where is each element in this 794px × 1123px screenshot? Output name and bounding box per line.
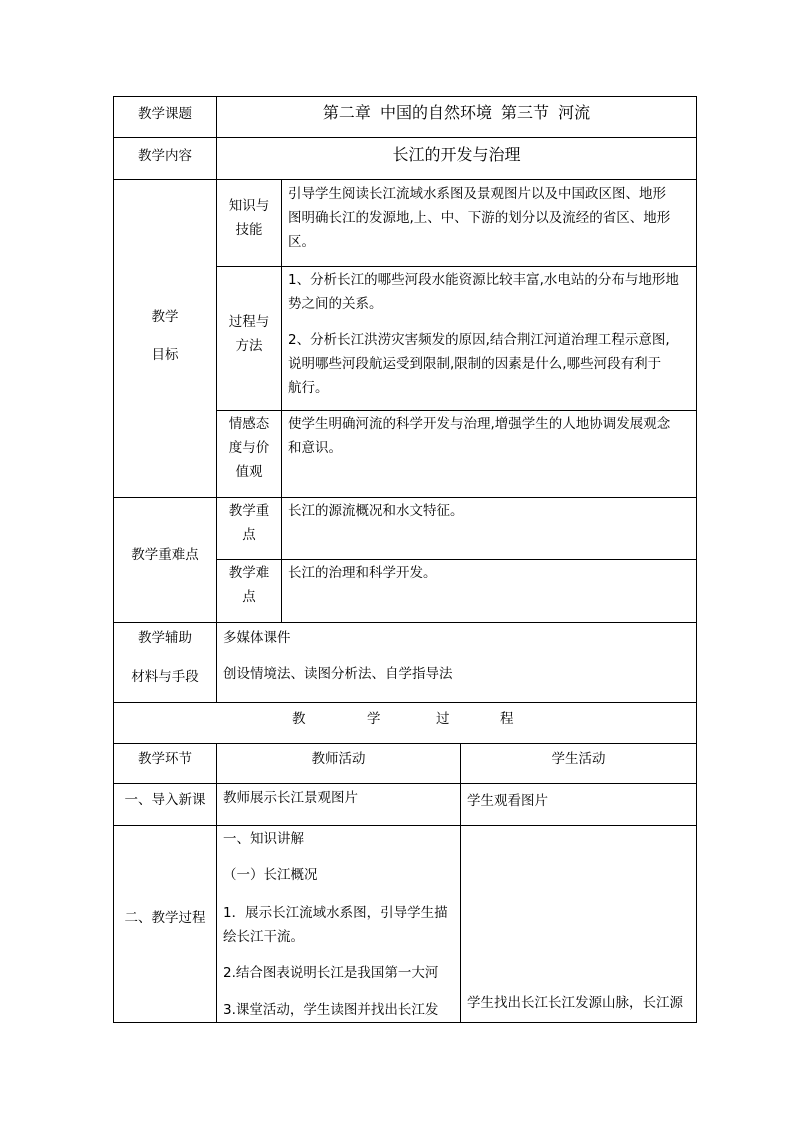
row1-stage: 一、导入新课: [124, 792, 206, 808]
key-text: 长江的源流概况和水文特征。: [288, 503, 464, 519]
knowledge-label-2: 技能: [235, 222, 263, 238]
diff-label-1: 教学难: [228, 565, 270, 581]
row2-teacher-3: 1．展示长江流域水系图，引导学生描: [223, 905, 448, 921]
process-p1-1: 1、分析长江的哪些河段水能资源比较丰富,水电站的分布与地形地: [288, 272, 679, 288]
topic-label: 教学课题: [138, 106, 192, 122]
row2-teacher-4: 绘长江干流。: [223, 929, 304, 945]
knowledge-text-2: 图明确长江的发源地,上、中、下游的划分以及流经的省区、地形: [288, 210, 671, 226]
process-title-char-2: 学: [367, 711, 381, 727]
attitude-text-1: 使学生明确河流的科学开发与治理,增强学生的人地协调发展观念: [288, 416, 671, 432]
aids-label-1: 教学辅助: [138, 630, 192, 646]
aids-label-2: 材料与手段: [131, 669, 199, 685]
objectives-label-line1: 教学: [151, 309, 179, 325]
topic-value: 第二章 中国的自然环境 第三节 河流: [322, 103, 591, 122]
knowledge-text-3: 区。: [288, 234, 315, 250]
diff-label-2: 点: [242, 589, 256, 605]
process-p2-1: 2、分析长江洪涝灾害频发的原因,结合荆江河道治理工程示意图,: [288, 332, 670, 348]
header-student: 学生活动: [551, 751, 606, 767]
row2-teacher-5: 2.结合图表说明长江是我国第一大河: [223, 965, 439, 981]
content-label: 教学内容: [138, 148, 192, 164]
process-title-char-3: 过: [436, 711, 450, 727]
row2-student: 学生找出长江长江发源山脉，长江源: [467, 995, 683, 1011]
row2-teacher-1: 一、知识讲解: [223, 831, 304, 847]
row1-student: 学生观看图片: [467, 793, 548, 809]
process-label-2: 方法: [235, 338, 263, 354]
knowledge-text-1: 引导学生阅读长江流域水系图及景观图片以及中国政区图、地形: [288, 186, 666, 202]
aids-line2: 创设情境法、读图分析法、自学指导法: [223, 666, 453, 682]
process-p2-2: 说明哪些河段航运受到限制,限制的因素是什么,哪些河段有利于: [288, 356, 662, 372]
attitude-text-2: 和意识。: [288, 440, 342, 456]
row2-stage: 二、教学过程: [124, 910, 206, 926]
knowledge-label-1: 知识与: [228, 198, 270, 214]
attitude-label-2: 度与价: [228, 440, 270, 456]
content-value: 长江的开发与治理: [392, 145, 521, 164]
key-label-2: 点: [242, 527, 256, 543]
diff-text: 长江的治理和科学开发。: [288, 565, 437, 581]
process-title-char-1: 教: [292, 711, 306, 727]
process-p2-3: 航行。: [288, 380, 329, 396]
keypoints-label: 教学重难点: [131, 547, 199, 563]
key-label-1: 教学重: [228, 503, 270, 519]
objectives-label-line2: 目标: [151, 347, 179, 363]
header-teacher: 教师活动: [311, 751, 366, 767]
process-p1-2: 势之间的关系。: [288, 296, 383, 312]
attitude-label-1: 情感态: [228, 416, 270, 432]
process-title-char-4: 程: [500, 711, 514, 727]
row2-teacher-2: （一）长江概况: [223, 867, 318, 883]
row2-teacher-6: 3.课堂活动，学生读图并找出长江发: [223, 1002, 439, 1018]
row1-teacher: 教师展示长江景观图片: [223, 790, 358, 806]
process-label-1: 过程与: [228, 314, 270, 330]
header-stage: 教学环节: [138, 751, 192, 767]
attitude-label-3: 值观: [235, 464, 263, 480]
aids-line1: 多媒体课件: [223, 630, 291, 646]
